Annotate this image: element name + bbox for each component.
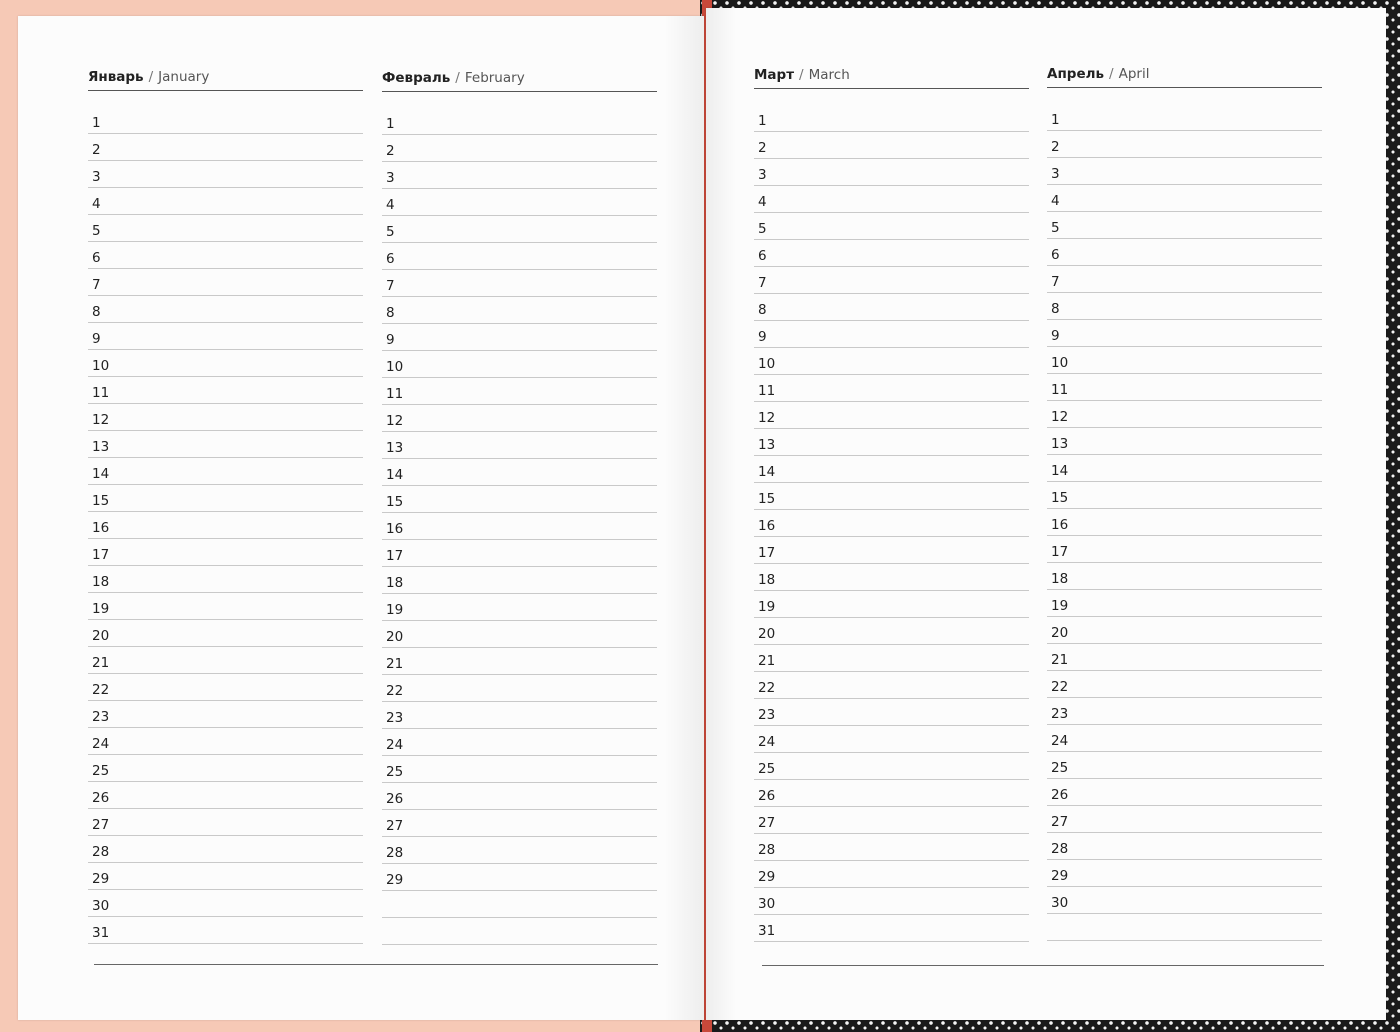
day-number: 22 [386,683,404,699]
day-number: 28 [386,845,404,861]
day-number: 16 [92,520,110,536]
month-name-en: January [158,69,210,85]
day-number: 27 [386,818,404,834]
day-number: 5 [758,221,767,237]
day-line[interactable] [382,189,657,216]
day-line[interactable] [1047,509,1322,536]
day-number: 18 [758,572,776,588]
day-line[interactable] [754,456,1029,483]
day-line[interactable] [754,186,1029,213]
day-line[interactable] [88,890,363,917]
day-line[interactable] [88,593,363,620]
day-number: 28 [1051,841,1069,857]
day-line[interactable] [754,726,1029,753]
day-number: 25 [1051,760,1069,776]
day-line[interactable] [754,321,1029,348]
day-line[interactable] [754,564,1029,591]
day-line[interactable] [1047,617,1322,644]
day-line[interactable] [88,431,363,458]
day-number: 9 [92,331,101,347]
month-separator: / [455,70,460,86]
day-line[interactable] [754,267,1029,294]
day-number: 24 [386,737,404,753]
day-number: 17 [1051,544,1069,560]
day-line[interactable] [382,135,657,162]
day-number: 5 [1051,220,1060,236]
day-number: 4 [758,194,767,210]
day-line[interactable] [88,296,363,323]
day-number: 10 [386,359,404,375]
day-number: 15 [1051,490,1069,506]
day-line[interactable] [1047,185,1322,212]
day-list [754,105,1029,942]
day-line[interactable] [1047,671,1322,698]
day-line[interactable] [88,917,363,944]
day-line[interactable] [382,459,657,486]
day-line[interactable] [754,483,1029,510]
day-number: 13 [386,440,404,456]
day-number: 25 [758,761,776,777]
day-line[interactable] [382,243,657,270]
day-line[interactable] [1047,644,1322,671]
day-line[interactable] [88,728,363,755]
day-line[interactable] [1047,428,1322,455]
day-line[interactable] [382,405,657,432]
day-line[interactable] [88,188,363,215]
day-line[interactable] [1047,536,1322,563]
day-number: 20 [92,628,110,644]
month-name-ru: Февраль [382,70,451,86]
day-number: 16 [1051,517,1069,533]
day-number: 23 [92,709,110,725]
day-number: 6 [758,248,767,264]
day-number: 11 [758,383,776,399]
day-line[interactable] [1047,482,1322,509]
day-number: 4 [386,197,395,213]
day-line[interactable] [88,215,363,242]
day-line[interactable] [88,701,363,728]
day-line[interactable] [88,836,363,863]
day-line[interactable] [382,891,657,918]
day-line[interactable] [88,809,363,836]
day-line[interactable] [382,540,657,567]
month-header [1047,65,1322,88]
month-name-ru: Январь [88,69,144,85]
day-line[interactable] [382,648,657,675]
day-number: 2 [1051,139,1060,155]
day-line[interactable] [1047,752,1322,779]
day-line[interactable] [1047,293,1322,320]
day-line[interactable] [88,863,363,890]
day-number: 14 [758,464,776,480]
day-line[interactable] [754,159,1029,186]
day-number: 19 [92,601,110,617]
day-line[interactable] [1047,698,1322,725]
day-number: 7 [386,278,395,294]
day-line[interactable] [382,918,657,945]
day-number: 3 [92,169,101,185]
day-line[interactable] [754,105,1029,132]
day-line[interactable] [382,270,657,297]
day-number: 9 [1051,328,1060,344]
day-line[interactable] [382,783,657,810]
day-number: 30 [758,896,776,912]
day-line[interactable] [382,324,657,351]
day-number: 6 [92,250,101,266]
day-number: 21 [1051,652,1069,668]
day-list [382,108,657,945]
day-line[interactable] [754,807,1029,834]
month-separator: / [1109,66,1114,82]
day-number: 5 [92,223,101,239]
day-number: 4 [1051,193,1060,209]
day-number: 26 [1051,787,1069,803]
day-line[interactable] [88,350,363,377]
day-line[interactable] [1047,860,1322,887]
month-name-ru: Апрель [1047,66,1105,82]
month-header [382,69,657,92]
day-line[interactable] [1047,401,1322,428]
day-number: 15 [758,491,776,507]
day-number: 17 [92,547,110,563]
day-number: 21 [92,655,110,671]
day-line[interactable] [1047,590,1322,617]
day-line[interactable] [382,864,657,891]
day-list [1047,104,1322,941]
day-line[interactable] [88,620,363,647]
month-separator: / [799,67,804,83]
day-number: 21 [758,653,776,669]
day-number: 2 [386,143,395,159]
day-line[interactable] [88,566,363,593]
day-line[interactable] [382,756,657,783]
day-number: 20 [758,626,776,642]
day-line[interactable] [382,297,657,324]
day-line[interactable] [88,404,363,431]
day-number: 19 [386,602,404,618]
day-line[interactable] [88,755,363,782]
month-march [754,66,1029,942]
day-number: 7 [1051,274,1060,290]
day-line[interactable] [88,647,363,674]
day-number: 28 [758,842,776,858]
day-line[interactable] [382,675,657,702]
day-number: 3 [1051,166,1060,182]
day-line[interactable] [88,134,363,161]
day-line[interactable] [754,402,1029,429]
day-number: 11 [386,386,404,402]
month-header [754,66,1029,89]
day-line[interactable] [1047,320,1322,347]
day-line[interactable] [88,512,363,539]
day-line[interactable] [1047,725,1322,752]
month-name-en: April [1118,66,1150,82]
day-number: 27 [1051,814,1069,830]
day-number: 18 [386,575,404,591]
day-line[interactable] [382,837,657,864]
day-number: 4 [92,196,101,212]
day-number: 27 [758,815,776,831]
day-number: 29 [758,869,776,885]
day-number: 3 [758,167,767,183]
day-number: 9 [758,329,767,345]
day-line[interactable] [754,699,1029,726]
day-line[interactable] [88,458,363,485]
day-number: 16 [758,518,776,534]
day-number: 29 [92,871,110,887]
day-line[interactable] [1047,266,1322,293]
day-line[interactable] [88,269,363,296]
day-line[interactable] [88,539,363,566]
day-line[interactable] [88,377,363,404]
day-number: 6 [386,251,395,267]
day-number: 8 [758,302,767,318]
day-number: 30 [1051,895,1069,911]
day-number: 26 [758,788,776,804]
day-number: 22 [758,680,776,696]
day-number: 12 [758,410,776,426]
day-line[interactable] [754,834,1029,861]
day-line[interactable] [88,674,363,701]
day-line[interactable] [754,753,1029,780]
month-header [88,68,363,91]
day-number: 8 [386,305,395,321]
day-line[interactable] [1047,806,1322,833]
day-line[interactable] [754,672,1029,699]
day-line[interactable] [382,729,657,756]
day-number: 1 [386,116,395,132]
day-number: 2 [92,142,101,158]
day-line[interactable] [382,432,657,459]
day-line[interactable] [382,351,657,378]
day-number: 10 [758,356,776,372]
day-number: 8 [1051,301,1060,317]
day-line[interactable] [382,621,657,648]
day-line[interactable] [754,645,1029,672]
day-number: 16 [386,521,404,537]
day-number: 17 [386,548,404,564]
day-number: 26 [92,790,110,806]
day-number: 19 [758,599,776,615]
day-number: 22 [92,682,110,698]
day-number: 3 [386,170,395,186]
day-line[interactable] [88,323,363,350]
day-number: 12 [386,413,404,429]
day-line[interactable] [1047,455,1322,482]
day-line[interactable] [1047,104,1322,131]
day-line[interactable] [754,375,1029,402]
day-number: 11 [92,385,110,401]
day-line[interactable] [382,162,657,189]
day-line[interactable] [754,429,1029,456]
day-number: 13 [758,437,776,453]
bottom-rule [762,965,1324,966]
day-number: 15 [92,493,110,509]
day-number: 31 [758,923,776,939]
day-line[interactable] [382,108,657,135]
day-line[interactable] [754,780,1029,807]
day-line[interactable] [754,240,1029,267]
day-number: 24 [1051,733,1069,749]
day-number: 10 [92,358,110,374]
day-number: 28 [92,844,110,860]
day-line[interactable] [754,618,1029,645]
month-february [382,69,657,945]
day-line[interactable] [382,810,657,837]
day-line[interactable] [382,378,657,405]
day-number: 7 [758,275,767,291]
day-line[interactable] [754,537,1029,564]
day-number: 21 [386,656,404,672]
day-line[interactable] [1047,914,1322,941]
day-number: 1 [758,113,767,129]
day-line[interactable] [754,510,1029,537]
day-number: 27 [92,817,110,833]
day-line[interactable] [754,591,1029,618]
day-line[interactable] [1047,374,1322,401]
day-line[interactable] [88,242,363,269]
day-line[interactable] [1047,239,1322,266]
day-number: 26 [386,791,404,807]
day-number: 11 [1051,382,1069,398]
day-line[interactable] [382,594,657,621]
day-number: 7 [92,277,101,293]
day-line[interactable] [754,132,1029,159]
right-page [706,8,1386,1020]
day-number: 6 [1051,247,1060,263]
day-number: 25 [386,764,404,780]
day-line[interactable] [754,915,1029,942]
day-number: 18 [1051,571,1069,587]
day-number: 5 [386,224,395,240]
day-number: 20 [1051,625,1069,641]
month-april [1047,65,1322,941]
day-line[interactable] [1047,833,1322,860]
day-line[interactable] [1047,212,1322,239]
day-number: 14 [386,467,404,483]
day-line[interactable] [382,216,657,243]
day-number: 20 [386,629,404,645]
day-number: 25 [92,763,110,779]
day-number: 12 [1051,409,1069,425]
day-number: 30 [92,898,110,914]
day-number: 23 [758,707,776,723]
day-number: 14 [92,466,110,482]
day-line[interactable] [88,782,363,809]
day-number: 13 [92,439,110,455]
day-number: 29 [1051,868,1069,884]
day-number: 10 [1051,355,1069,371]
day-number: 31 [92,925,110,941]
day-number: 29 [386,872,404,888]
day-line[interactable] [1047,158,1322,185]
day-line[interactable] [1047,779,1322,806]
day-number: 8 [92,304,101,320]
day-line[interactable] [382,702,657,729]
left-page [18,16,704,1020]
day-line[interactable] [88,107,363,134]
day-number: 24 [92,736,110,752]
bottom-rule [94,964,658,965]
day-line[interactable] [1047,131,1322,158]
month-name-en: March [808,67,850,83]
day-number: 19 [1051,598,1069,614]
day-line[interactable] [88,485,363,512]
day-list [88,107,363,944]
day-line[interactable] [754,348,1029,375]
day-line[interactable] [382,486,657,513]
day-line[interactable] [1047,887,1322,914]
day-number: 2 [758,140,767,156]
day-line[interactable] [88,161,363,188]
day-line[interactable] [1047,347,1322,374]
day-number: 12 [92,412,110,428]
day-line[interactable] [754,888,1029,915]
day-number: 13 [1051,436,1069,452]
day-line[interactable] [754,213,1029,240]
month-name-ru: Март [754,67,795,83]
day-number: 1 [1051,112,1060,128]
day-number: 18 [92,574,110,590]
day-line[interactable] [754,294,1029,321]
day-number: 17 [758,545,776,561]
day-number: 1 [92,115,101,131]
day-line[interactable] [1047,563,1322,590]
day-number: 9 [386,332,395,348]
day-line[interactable] [754,861,1029,888]
day-number: 15 [386,494,404,510]
day-line[interactable] [382,513,657,540]
day-number: 22 [1051,679,1069,695]
month-name-en: February [464,70,525,86]
day-number: 23 [386,710,404,726]
day-line[interactable] [382,567,657,594]
month-january [88,68,363,944]
day-number: 23 [1051,706,1069,722]
month-separator: / [148,69,154,85]
day-number: 14 [1051,463,1069,479]
day-number: 24 [758,734,776,750]
